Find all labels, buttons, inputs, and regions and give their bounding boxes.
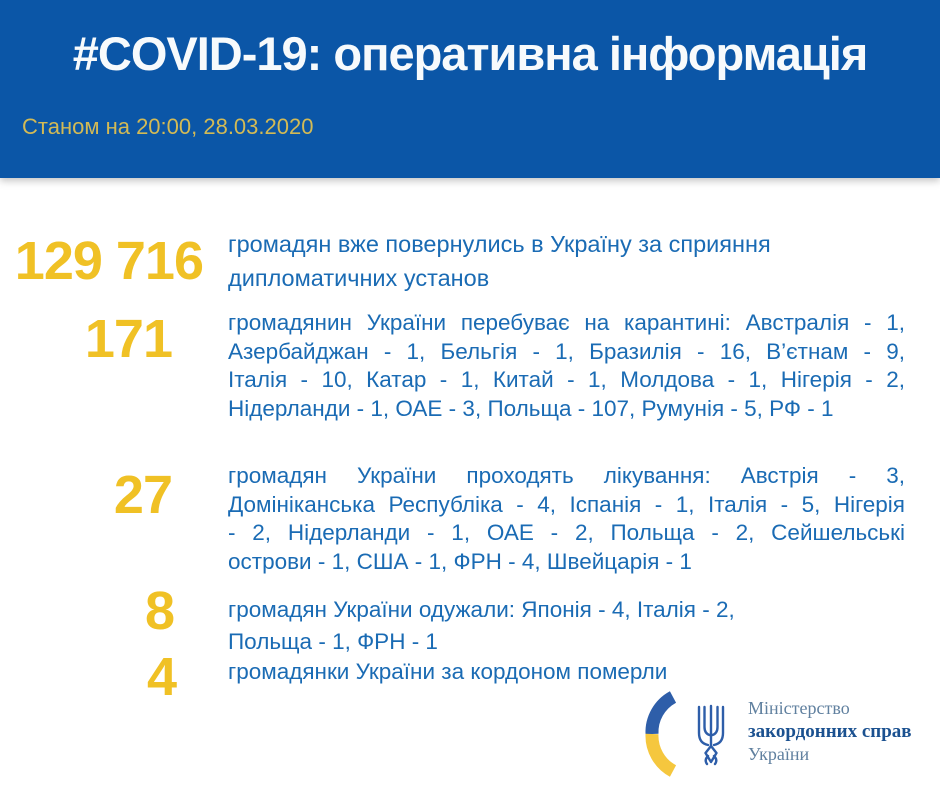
ministry-line: України (748, 744, 810, 764)
stat-value-returned: 129 716 (14, 231, 203, 291)
stat-text-line: громадян України проходять лікування: Австрія - 3, (228, 463, 905, 488)
stat-text-quarantined (228, 309, 905, 423)
stat-value-treated: 27 (113, 465, 172, 525)
trident-icon (692, 704, 730, 768)
stat-text-line: дипломатичних установ (228, 265, 490, 291)
stat-text-line: острови - 1, США - 1, ФРН - 4, Швейцарія - 1 (228, 548, 692, 574)
stat-text-line: громадян України одужали: Японія - 4, Італія - 2, (228, 597, 735, 622)
stat-text-line: - 2, Нідерланди - 1, ОАЕ - 2, Польща - 2, Сейшельські (228, 520, 905, 546)
stat-text-line: Польща - 1, ФРН - 1 (228, 629, 438, 654)
stat-text-line: громадянки України за кордоном померли (228, 659, 668, 684)
stat-value-deceased: 4 (146, 647, 176, 707)
stat-text-line: громадянин України перебуває на карантині: Австралія - 1, (228, 310, 905, 335)
stat-text-returned (228, 227, 890, 295)
stat-text-line: Домініканська Республіка - 4, Іспанія - 1, Італія - 5, Нігерія (228, 491, 905, 517)
stat-text-recovered (228, 594, 905, 658)
ministry-line: закордонних справ (748, 721, 912, 742)
ministry-name (748, 697, 912, 766)
stat-text-line: Нідерланди - 1, ОАЕ - 3, Польща - 107, Румунія - 5, РФ - 1 (228, 395, 834, 421)
stat-text-treated (228, 462, 905, 576)
stat-text-line: громадян вже повернулись в Україну за сприяння (228, 231, 771, 257)
stat-text-line: Азербайджан - 1, Бельгія - 1, Бразилія - 16, В’єтнам - 9, (228, 338, 905, 364)
timestamp: Станом на 20:00, 28.03.2020 (22, 114, 314, 139)
stat-value-recovered: 8 (144, 581, 174, 641)
stat-text-line: Італія - 10, Катар - 1, Китай - 1, Молдова - 1, Нігерія - 2, (228, 367, 905, 393)
page-title: #COVID-19: оперативна інформація (72, 27, 868, 80)
stat-value-quarantined: 171 (84, 309, 172, 369)
ministry-line: Міністерство (748, 698, 850, 718)
stat-text-deceased (228, 658, 905, 686)
header (0, 0, 940, 178)
flag-crescent-icon (641, 690, 679, 778)
